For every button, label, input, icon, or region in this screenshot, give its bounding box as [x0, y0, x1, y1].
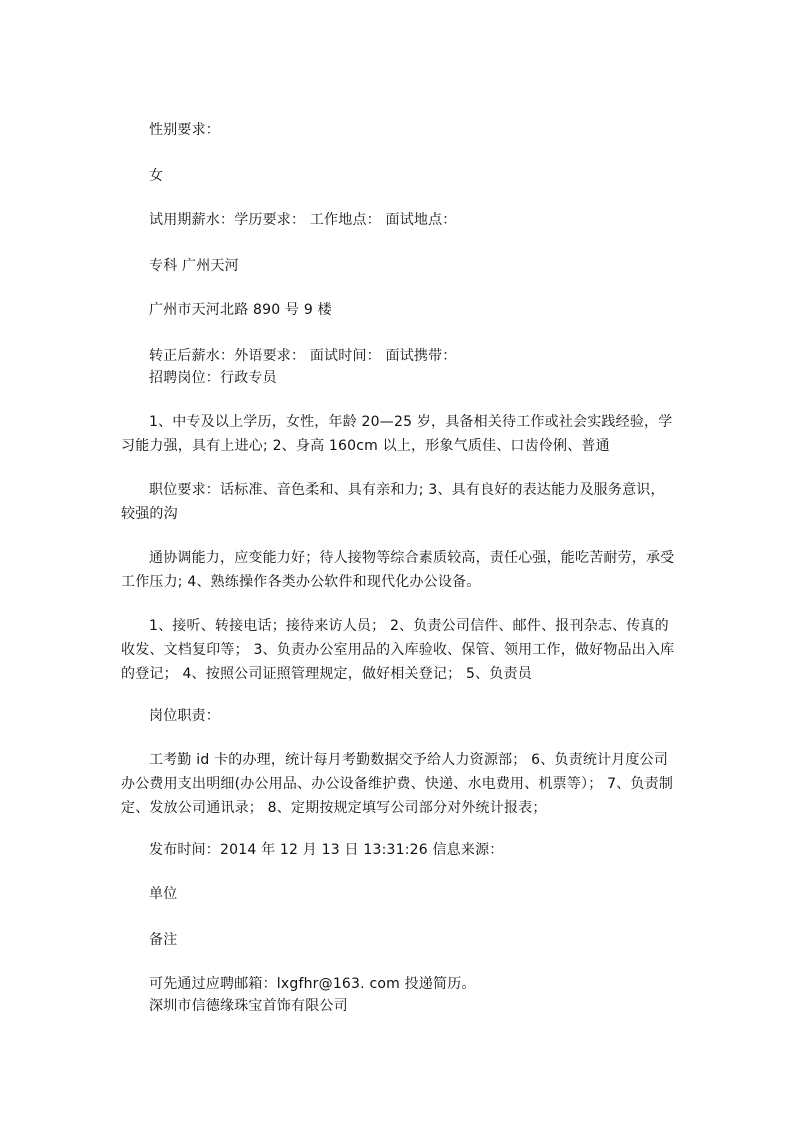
application-email: 可先通过应聘邮箱：lxgfhr@163. com 投递简历。	[149, 976, 476, 992]
duties-paragraph-1: 1、接听、转接电话；接待来访人员； 2、负责公司信件、邮件、报刊杂志、传真的收发、文档复印等； 3、负责办公室用品的入库验收、保管、领用工作，做好物品出入库的登记； 4、按照公司证照管理规定，做好相关登记； 5、负责员	[121, 618, 675, 682]
requirements-paragraph-2: 职位要求：话标准、音色柔和、具有亲和力; 3、具有良好的表达能力及服务意识，较强的沟	[121, 482, 665, 522]
company-unit-label: 单位	[149, 886, 178, 902]
interview-address: 广州市天河北路 890 号 9 楼	[149, 302, 332, 318]
probation-info-labels: 试用期薪水：学历要求： 工作地点： 面试地点：	[149, 212, 457, 228]
company-name: 深圳市信德缘珠宝首饰有限公司	[149, 998, 348, 1014]
regular-info-labels: 转正后薪水：外语要求： 面试时间： 面试携带：	[149, 348, 457, 364]
gender-value: 女	[149, 168, 164, 184]
publish-time: 发布时间：2014 年 12 月 13 日 13:31:26 信息来源：	[149, 842, 504, 858]
duties-paragraph-2: 工考勤 id 卡的办理，统计每月考勤数据交予给人力资源部； 6、负责统计月度公司办公费用支出明细(办公用品、办公设备维护费、快递、水电费用、机票等）； 7、负责制定、发放公司通讯录； 8、定期按规定填写公司部分对外统计报表；	[121, 752, 674, 816]
requirements-paragraph-3: 通协调能力，应变能力好；待人接物等综合素质较高，责任心强，能吃苦耐劳，承受工作压力; 4、熟练操作各类办公软件和现代化办公设备。	[121, 550, 675, 590]
duties-label: 岗位职责：	[149, 708, 220, 724]
education-location-values: 专科 广州天河	[149, 258, 239, 274]
gender-requirement-label: 性别要求：	[149, 122, 220, 138]
remarks-label: 备注	[149, 932, 178, 948]
job-title: 招聘岗位：行政专员	[149, 370, 277, 386]
requirements-paragraph-1: 1、中专及以上学历，女性，年龄 20—25 岁，具备相关待工作或社会实践经验，学习能力强，具有上进心; 2、身高 160cm 以上，形象气质佳、口齿伶俐、普通	[121, 414, 673, 454]
